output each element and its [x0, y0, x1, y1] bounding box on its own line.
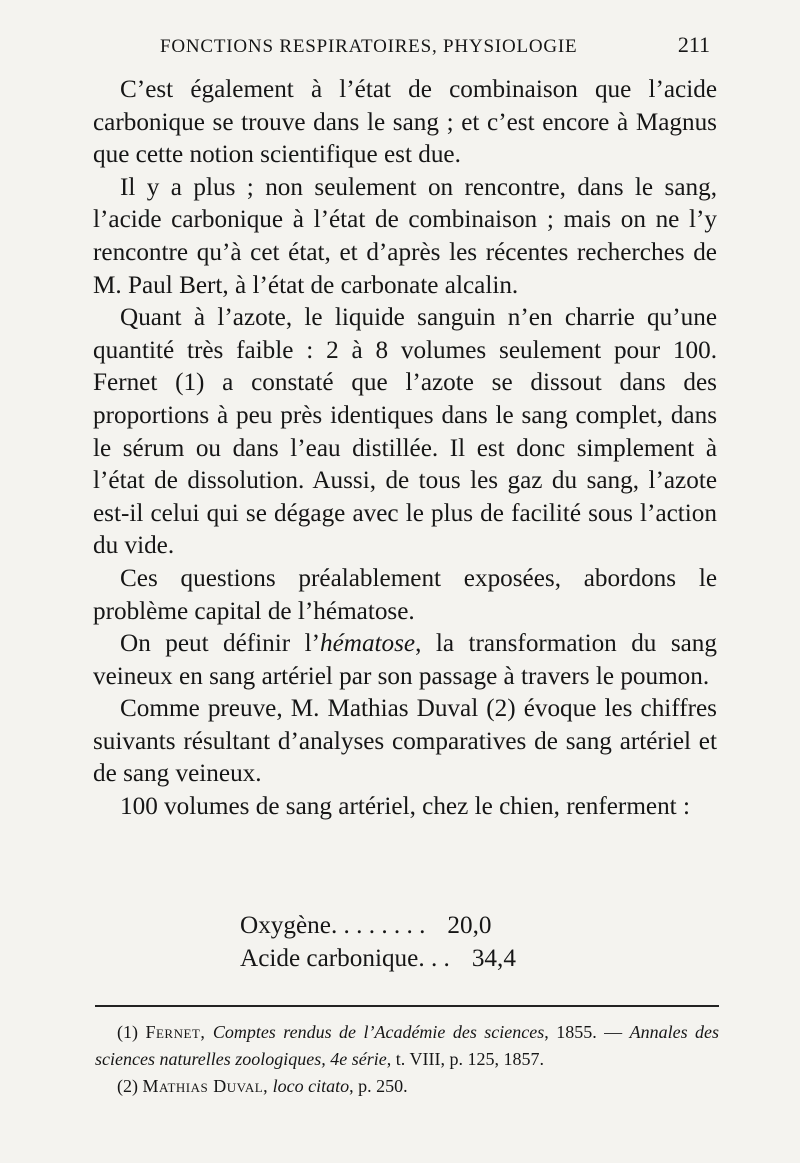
footnote-reference: loco citato	[272, 1076, 350, 1096]
body-text	[93, 74, 717, 824]
paragraph: Il y a plus ; non seulement on rencontre, dans le sang, l’acide carbonique à l’état de combinaison ; mais on ne l’y rencontre qu’à cet état, et d’après les récentes recherches de M. Paul Bert, à l’état de carbonate alcalin.	[93, 173, 717, 299]
footnote-author: Mathias Duval,	[142, 1076, 269, 1096]
footnote-text: , t. VIII, p. 125, 1857.	[386, 1049, 544, 1069]
footnote-1	[95, 1019, 719, 1073]
paragraph: Quant à l’azote, le liquide sanguin n’en charrie qu’une quantité très faible : 2 à 8 volumes seulement pour 100. Fernet (1) a constaté que l’azote se dissout dans des proportions à peu près identiques dans le sang complet, dans le sérum ou dans l’eau distillée. Il est donc simplement à l’état de dissolution. Aussi, de tous les gaz du sang, l’azote est-il celui qui se dégage avec le plus de facilité sous l’action du vide.	[93, 304, 717, 560]
footnote-reference: Comptes rendus de l’Académie des sciences	[212, 1022, 545, 1042]
paragraph: C’est également à l’état de combinaison que l’acide carbonique se trouve dans le sang ; et c’est encore à Magnus que cette notion scientifique est due.	[93, 76, 717, 169]
leader-dots: . . . . . . . .	[330, 912, 426, 939]
page-number: 211	[677, 32, 710, 57]
header-title: FONCTIONS RESPIRATOIRES, PHYSIOLOGIE	[160, 36, 578, 57]
table-row	[240, 910, 516, 943]
footnote-marker: (2)	[117, 1076, 138, 1096]
table-value: 20,0	[447, 912, 492, 939]
table-value: 34,4	[471, 944, 516, 972]
text-run: On peut définir l’	[120, 630, 320, 658]
footnote-rule	[95, 1005, 719, 1007]
footnote-text: , p. 250.	[349, 1076, 408, 1096]
footnote-dash: —	[604, 1022, 623, 1042]
text-run: , la transformation du sang veineux en sang artériel par son passage à travers le poumon.	[93, 630, 717, 690]
gas-table	[240, 910, 516, 975]
paragraph: Comme preuve, M. Mathias Duval (2) évoque les chiffres suivants résultant d’analyses comparatives de sang artériel et de sang veineux.	[93, 695, 717, 788]
leader-dots: . . .	[418, 944, 450, 972]
table-row	[240, 943, 516, 976]
italic-term: hématose	[319, 630, 416, 658]
paragraph: 100 volumes de sang artériel, chez le chien, renferment :	[120, 793, 690, 821]
table-label: Acide carbonique	[240, 944, 419, 972]
footnotes	[95, 1019, 719, 1100]
footnote-text: , 1855.	[544, 1022, 597, 1042]
running-header	[160, 32, 710, 62]
footnote-reference: Annales des sciences naturelles zoologiques, 4e série	[95, 1022, 720, 1069]
table-label: Oxygène	[240, 912, 331, 939]
footnote-2	[95, 1073, 719, 1100]
footnote-author: Fernet,	[145, 1022, 206, 1042]
footnote-marker: (1)	[117, 1022, 138, 1042]
paragraph: Ces questions préalablement exposées, abordons le problème capital de l’hématose.	[93, 564, 717, 625]
paragraph-hematose	[93, 628, 717, 693]
